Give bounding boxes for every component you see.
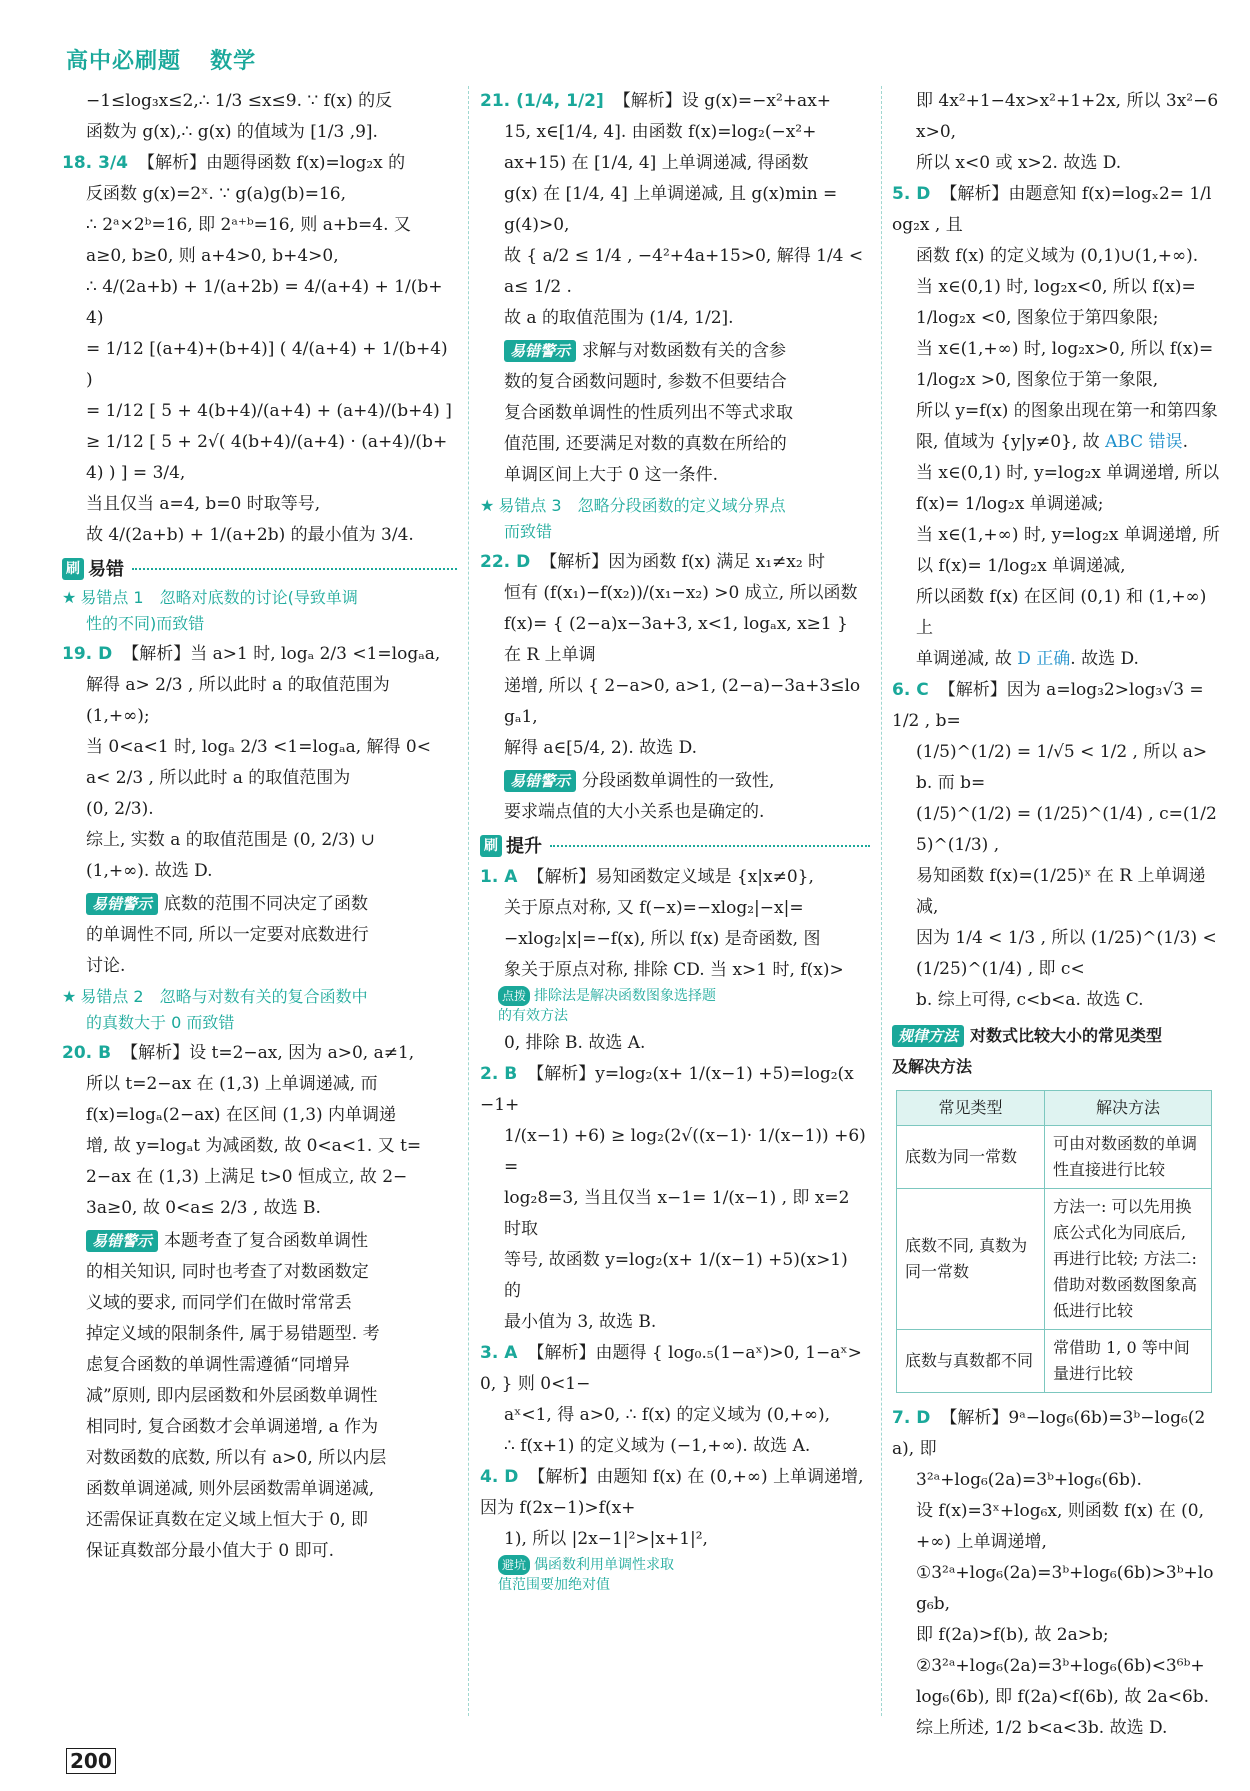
warning-tag: 易错警示 <box>504 340 576 362</box>
question-u6 <box>892 675 1220 1016</box>
table-header-cell: 常见类型 <box>897 1091 1045 1126</box>
text-line: 以 f(x)= 1/log₂x 单调递减, <box>916 556 1126 576</box>
text-line: 设 f(x)=3ˣ+log₆x, 则函数 f(x) 在 (0, <box>916 1501 1205 1521</box>
text-line: 0, 排除 B. 故选 A. <box>504 1033 646 1053</box>
text-line: 【解析】设 t=2−ax, 因为 a>0, a≠1, <box>121 1043 415 1063</box>
formula-line: 因为 1/4 < 1/3 , 所以 (1/25)^(1/3) <(1/25)^(1/4) , 即 c< <box>916 928 1217 979</box>
question-number: 21. <box>480 91 511 111</box>
text-line: 所以 t=2−ax 在 (1,3) 上单调递减, 而 <box>86 1074 378 1094</box>
answer-label: 3/4 <box>98 153 128 173</box>
warning-text: 还需保证真数在定义域上恒大于 0, 即 <box>86 1510 369 1530</box>
question-21 <box>480 86 870 334</box>
text-line: 当 x∈(0,1) 时, y=log₂x 单调递增, 所以 <box>916 463 1220 483</box>
star-icon: ★ <box>62 987 77 1006</box>
tip-text: 值范围要加绝对值 <box>498 1577 610 1593</box>
warning-text: 讨论. <box>86 956 126 976</box>
text-line: 所以 x<0 或 x>2. 故选 D. <box>916 153 1122 173</box>
question-number: 5. <box>892 184 911 204</box>
text-line: 【解析】当 a>1 时, logₐ 2/3 <1=logₐa, <box>122 644 441 664</box>
text-line: 象关于原点对称, 排除 CD. 当 x>1 时, f(x)> <box>504 960 844 980</box>
question-number: 1. <box>480 867 499 887</box>
warning-tag: 易错警示 <box>86 893 158 915</box>
text-line: 当 0<a<1 时, logₐ 2/3 <1=logₐa, 解得 0< <box>86 737 431 757</box>
table-cell: 底数与真数都不同 <box>897 1330 1045 1393</box>
answer-label: (1/4, 1/2] <box>516 91 604 111</box>
text-line: 综上所述, 1/2 b<a<3b. 故选 D. <box>916 1718 1168 1738</box>
text-line: . <box>1182 432 1188 452</box>
answer-label: B <box>98 1043 112 1063</box>
text-line: 1/log₂x <0, 图象位于第四象限; <box>916 308 1159 328</box>
question-number: 7. <box>892 1408 911 1428</box>
text-line: 3a≥0, 故 0<a≤ 2/3 , 故选 B. <box>86 1198 321 1218</box>
text-line: 当且仅当 a=4, b=0 时取等号, <box>86 494 321 514</box>
text-line: +∞) 上单调递增, <box>916 1532 1047 1552</box>
highlight-text: ABC 错误 <box>1105 432 1183 452</box>
text-line: 综上, 实数 a 的取值范围是 (0, 2/3) ∪ <box>86 830 376 850</box>
warning-tag: 易错警示 <box>504 770 576 792</box>
answer-label: A <box>504 1343 518 1363</box>
text-line: 函数为 g(x),∴ g(x) 的值域为 [1/3 ,9]. <box>86 122 378 142</box>
question-u5 <box>892 179 1220 675</box>
warning-text: 的单调性不同, 所以一定要对底数进行 <box>86 925 369 945</box>
text-line: 所以函数 f(x) 在区间 (0,1) 和 (1,+∞) 上 <box>916 587 1207 638</box>
text-line: −xlog₂|x|=−f(x), 所以 f(x) 是奇函数, 图 <box>504 929 821 949</box>
formula-line: = 1/12 [(a+4)+(b+4)] ( 4/(a+4) + 1/(b+4) ) <box>86 339 448 390</box>
tip-badge: 避坑 <box>498 1555 530 1575</box>
section-badge: 刷 <box>62 558 84 580</box>
formula-line: (1/5)^(1/2) = (1/25)^(1/4) , c=(1/25)^(1/3) , <box>916 804 1217 855</box>
question-u2 <box>480 1059 870 1338</box>
mistake-point-1 <box>62 585 457 637</box>
text-line: 2−ax 在 (1,3) 上满足 t>0 恒成立, 故 2− <box>86 1167 408 1187</box>
question-number: 6. <box>892 680 911 700</box>
question-number: 18. <box>62 153 93 173</box>
text-line: ∴ f(x+1) 的定义域为 (−1,+∞). 故选 A. <box>504 1436 811 1456</box>
text-line: 【解析】易知函数定义域是 {x|x≠0}, <box>527 867 814 887</box>
text-line: 关于原点对称, 又 f(−x)=−xlog₂|−x|= <box>504 898 804 918</box>
answer-label: A <box>504 867 518 887</box>
warning-text: 减”原则, 即内层函数和外层函数单调性 <box>86 1386 378 1406</box>
question-u4 <box>480 1462 870 1595</box>
text-line: 【解析】由题意知 f(x)=logₓ2= 1/log₂x , 且 <box>892 184 1212 235</box>
text-line: −1≤log₃x≤2,∴ 1/3 ≤x≤9. ∵ f(x) 的反 <box>86 91 393 111</box>
text-line: aˣ<1, 得 a>0, ∴ f(x) 的定义域为 (0,+∞), <box>504 1405 831 1425</box>
column-left <box>62 86 457 1716</box>
question-number: 3. <box>480 1343 499 1363</box>
text-line: log₂8=3, 当且仅当 x−1= 1/(x−1) , 即 x=2 时取 <box>504 1188 850 1239</box>
warning-text: 值范围, 还要满足对数的真数在所给的 <box>504 434 787 454</box>
point-text: 易错点 2 忽略与对数有关的复合函数中 <box>80 987 368 1006</box>
warning-box <box>480 336 870 491</box>
formula-line: 3²ᵃ+log₆(2a)=3ᵇ+log₆(6b). <box>916 1470 1142 1490</box>
star-icon: ★ <box>480 496 495 515</box>
highlight-text: D 正确 <box>1017 649 1071 669</box>
answer-label: C <box>916 680 929 700</box>
answer-label: D <box>516 552 531 572</box>
text-line: 15, x∈[1/4, 4]. 由函数 f(x)=log₂(−x²+ <box>504 122 817 142</box>
answer-label: D <box>98 644 113 664</box>
table-cell: 方法一: 可以先用换底公式化为同底后, 再进行比较; 方法二: 借助对数函数图象高低进行比较 <box>1045 1189 1212 1330</box>
page-number: 200 <box>66 1748 116 1774</box>
tip-text: 的有效方法 <box>498 1008 568 1024</box>
table-cell: 底数为同一常数 <box>897 1126 1045 1189</box>
warning-text: 对数函数的底数, 所以有 a>0, 所以内层 <box>86 1448 387 1468</box>
warning-box <box>62 889 457 982</box>
table-row <box>897 1126 1212 1189</box>
question-number: 19. <box>62 644 93 664</box>
section-title-text: 易错 <box>88 558 124 580</box>
warning-box <box>480 766 870 828</box>
text-line: 当 x∈(0,1) 时, log₂x<0, 所以 f(x)= <box>916 277 1196 297</box>
method-table <box>896 1090 1212 1393</box>
table-cell: 可由对数函数的单调性直接进行比较 <box>1045 1126 1212 1189</box>
table-header-cell: 解决方法 <box>1045 1091 1212 1126</box>
text-line: g(4)>0, <box>504 215 570 235</box>
formula-line: ≥ 1/12 [ 5 + 2√( 4(b+4)/(a+4) · (a+4)/(b+4) ) ] = 3/4, <box>86 432 448 483</box>
section-title-text: 提升 <box>506 835 542 857</box>
text-line: 1), 所以 |2x−1|²>|x+1|², <box>504 1529 708 1549</box>
text-line: 单调递减, 故 <box>916 649 1018 669</box>
text-line: 解得 a∈[5/4, 2). 故选 D. <box>504 738 698 758</box>
method-box <box>892 1020 1220 1393</box>
method-title-text: 及解决方法 <box>892 1057 973 1076</box>
text-line: 【解析】由题得函数 f(x)=log₂x 的 <box>138 153 406 173</box>
question-u3 <box>480 1338 870 1462</box>
table-cell: 底数不同, 真数为同一常数 <box>897 1189 1045 1330</box>
warning-text: 复合函数单调性的性质列出不等式求取 <box>504 403 793 423</box>
table-row <box>897 1189 1212 1330</box>
text-line: (0, 2/3). <box>86 799 154 819</box>
tip-text: 偶函数利用单调性求取 <box>534 1557 675 1573</box>
text-line: 限, 值域为 {y|y≠0}, 故 <box>916 432 1106 452</box>
text-line: 所以 y=f(x) 的图象出现在第一和第四象 <box>916 401 1218 421</box>
answer-label: D <box>916 1408 931 1428</box>
warning-text: 分段函数单调性的一致性, <box>582 771 775 791</box>
question-18 <box>62 148 457 551</box>
text-line: 即 4x²+1−4x>x²+1+2x, 所以 3x²−6x>0, <box>916 91 1219 142</box>
formula-line: 【解析】由题得 { log₀.₅(1−aˣ)>0, 1−aˣ>0, } 则 0<1− <box>480 1343 862 1394</box>
text-line: log₆(6b), 即 f(2a)<f(6b), 故 2a<6b. <box>916 1687 1210 1707</box>
text-line: 解得 a> 2/3 , 所以此时 a 的取值范围为 <box>86 675 390 695</box>
warning-text: 要求端点值的大小关系也是确定的. <box>504 802 765 822</box>
question-20 <box>62 1038 457 1224</box>
section-improve <box>480 832 870 860</box>
text-line: 【解析】由题知 f(x) 在 (0,+∞) 上单调递增, 因为 f(2x−1)>f(x+ <box>480 1467 864 1518</box>
tip-note <box>498 1555 870 1595</box>
mistake-point-2 <box>62 984 457 1036</box>
warning-text: 相同时, 复合函数才会单调递增, a 作为 <box>86 1417 379 1437</box>
formula-line: 易知函数 f(x)=(1/25)ˣ 在 R 上单调递减, <box>916 866 1206 917</box>
text-line: (1,+∞); <box>86 706 150 726</box>
formula-line: 故 { a/2 ≤ 1/4 , −4²+4a+15>0, 解得 1/4 <a≤ 1/2 . <box>504 246 864 297</box>
formula-line: 【解析】9ᵃ−log₆(6b)=3ᵇ−log₆(2a), 即 <box>892 1408 1206 1459</box>
point-text: 易错点 3 忽略分段函数的定义域分界点 <box>498 496 786 515</box>
star-icon: ★ <box>62 588 77 607</box>
text-line: 函数 f(x) 的定义域为 (0,1)∪(1,+∞). <box>916 246 1199 266</box>
formula-line: f(x)= { (2−a)x−3a+3, x<1, logₐx, x≥1 } 在 R 上单调 <box>504 614 848 665</box>
warning-text: 底数的范围不同决定了函数 <box>164 894 369 914</box>
point-text: 的真数大于 0 而致错 <box>86 1013 235 1032</box>
question-u1 <box>480 862 870 1059</box>
text-line: 当 x∈(1,+∞) 时, y=log₂x 单调递增, 所 <box>916 525 1220 545</box>
dotted-rule <box>132 568 457 570</box>
formula-line: ②3²ᵃ+log₆(2a)=3ᵇ+log₆(6b)<3⁶ᵇ+ <box>916 1656 1205 1676</box>
text-line: 1/log₂x >0, 图象位于第一象限, <box>916 370 1159 390</box>
text-line: g(x) 在 [1/4, 4] 上单调递减, 且 g(x)min = <box>504 184 838 204</box>
text-line: ∴ 2ᵃ×2ᵇ=16, 即 2ᵃ⁺ᵇ=16, 则 a+b=4. 又 <box>86 215 411 235</box>
formula-line: (1/5)^(1/2) = 1/√5 < 1/2 , 所以 a>b. 而 b= <box>916 742 1208 793</box>
mistake-point-3 <box>480 493 870 545</box>
point-text: 而致错 <box>504 522 553 541</box>
warning-text: 单调区间上大于 0 这一条件. <box>504 465 719 485</box>
text-line: 即 f(2a)>f(b), 故 2a>b; <box>916 1625 1109 1645</box>
text-line: 当 x∈(1,+∞) 时, log₂x>0, 所以 f(x)= <box>916 339 1214 359</box>
method-tag: 规律方法 <box>892 1025 964 1047</box>
formula-line: 【解析】y=log₂(x+ 1/(x−1) +5)=log₂(x−1+ <box>480 1064 854 1115</box>
point-text: 性的不同)而致错 <box>86 614 205 633</box>
warning-text: 的相关知识, 同时也考查了对数函数定 <box>86 1262 369 1282</box>
formula-line: 递增, 所以 { 2−a>0, a>1, (2−a)−3a+3≤logₐ1, <box>504 676 861 727</box>
tip-text: 排除法是解决函数图象选择题 <box>534 988 717 1004</box>
text-line: 等号, 故函数 y=log₂(x+ 1/(x−1) +5)(x>1) 的 <box>504 1250 848 1301</box>
warning-text: 义域的要求, 而同学们在做时常常丢 <box>86 1293 352 1313</box>
formula-line: 1/(x−1) +6) ≥ log₂(2√((x−1)· 1/(x−1)) +6)= <box>504 1126 866 1177</box>
question-u7 <box>892 1403 1220 1744</box>
formula-line: = 1/12 [ 5 + 4(b+4)/(a+4) + (a+4)/(b+4) ] <box>86 401 452 421</box>
question-number: 4. <box>480 1467 499 1487</box>
formula-line: 恒有 (f(x₁)−f(x₂))/(x₁−x₂) >0 成立, 所以函数 <box>504 583 858 603</box>
series-title: 高中必刷题 <box>66 49 182 74</box>
formula-line: 【解析】因为 a=log₃2>log₃√3 = 1/2 , b= <box>892 680 1204 731</box>
warning-text: 数的复合函数问题时, 参数不但要结合 <box>504 372 787 392</box>
text-line: 反函数 g(x)=2ˣ. ∵ g(a)g(b)=16, <box>86 184 347 204</box>
subject-title: 数学 <box>210 49 257 74</box>
text-line: 最小值为 3, 故选 B. <box>504 1312 657 1332</box>
text-line: 【解析】因为函数 f(x) 满足 x₁≠x₂ 时 <box>540 552 826 572</box>
text-line: 增, 故 y=logₐt 为减函数, 故 0<a<1. 又 t= <box>86 1136 422 1156</box>
warning-text: 保证真数部分最小值大于 0 即可. <box>86 1541 335 1561</box>
column-divider <box>468 86 469 1716</box>
warning-text: 函数单调递减, 则外层函数需单调递减, <box>86 1479 375 1499</box>
question-number: 22. <box>480 552 511 572</box>
question-number: 20. <box>62 1043 93 1063</box>
table-row <box>897 1330 1212 1393</box>
section-easy-mistakes <box>62 555 457 583</box>
question-19 <box>62 639 457 887</box>
text-line: f(x)=logₐ(2−ax) 在区间 (1,3) 内单调递 <box>86 1105 397 1125</box>
warning-text: 求解与对数函数有关的含参 <box>582 341 787 361</box>
question-22 <box>480 547 870 764</box>
method-title <box>892 1020 1220 1082</box>
text-line: a≥0, b≥0, 则 a+4>0, b+4>0, <box>86 246 339 266</box>
text-line: ax+15) 在 [1/4, 4] 上单调递减, 得函数 <box>504 153 809 173</box>
formula-line: ①3²ᵃ+log₆(2a)=3ᵇ+log₆(6b)>3ᵇ+log₆b, <box>916 1563 1214 1614</box>
warning-tag: 易错警示 <box>86 1230 158 1252</box>
point-text: 易错点 1 忽略对底数的讨论(导致单调 <box>80 588 358 607</box>
warning-box <box>62 1226 457 1567</box>
text-line: (1,+∞). 故选 D. <box>86 861 213 881</box>
question-number: 2. <box>480 1064 499 1084</box>
answer-label: D <box>916 184 931 204</box>
warning-text: 虑复合函数的单调性需遵循“同增异 <box>86 1355 350 1375</box>
text-line: 【解析】设 g(x)=−x²+ax+ <box>613 91 832 111</box>
column-divider <box>881 86 882 1716</box>
table-cell: 常借助 1, 0 等中间量进行比较 <box>1045 1330 1212 1393</box>
answer-label: B <box>504 1064 518 1084</box>
text-line: b. 综上可得, c<b<a. 故选 C. <box>916 990 1144 1010</box>
warning-text: 掉定义域的限制条件, 属于易错题型. 考 <box>86 1324 380 1344</box>
tip-badge: 点拨 <box>498 986 530 1006</box>
tip-note <box>498 986 870 1026</box>
text-line: f(x)= 1/log₂x 单调递减; <box>916 494 1104 514</box>
column-right <box>892 86 1220 1738</box>
column-middle <box>480 86 870 1716</box>
text-line: . 故选 D. <box>1070 649 1139 669</box>
table-header-row <box>897 1091 1212 1126</box>
answer-label: D <box>504 1467 519 1487</box>
method-title-text: 对数式比较大小的常见类型 <box>970 1026 1163 1045</box>
warning-text: 本题考查了复合函数单调性 <box>164 1231 369 1251</box>
dotted-rule <box>550 845 870 847</box>
page-header <box>66 44 256 84</box>
text-line: a< 2/3 , 所以此时 a 的取值范围为 <box>86 768 351 788</box>
answer-columns <box>40 86 1220 1738</box>
text-line: 故 a 的取值范围为 (1/4, 1/2]. <box>504 308 734 328</box>
section-badge: 刷 <box>480 835 502 857</box>
formula-line: ∴ 4/(2a+b) + 1/(a+2b) = 4/(a+4) + 1/(b+4) <box>86 277 443 328</box>
text-line: 故 4/(2a+b) + 1/(a+2b) 的最小值为 3/4. <box>86 525 414 545</box>
